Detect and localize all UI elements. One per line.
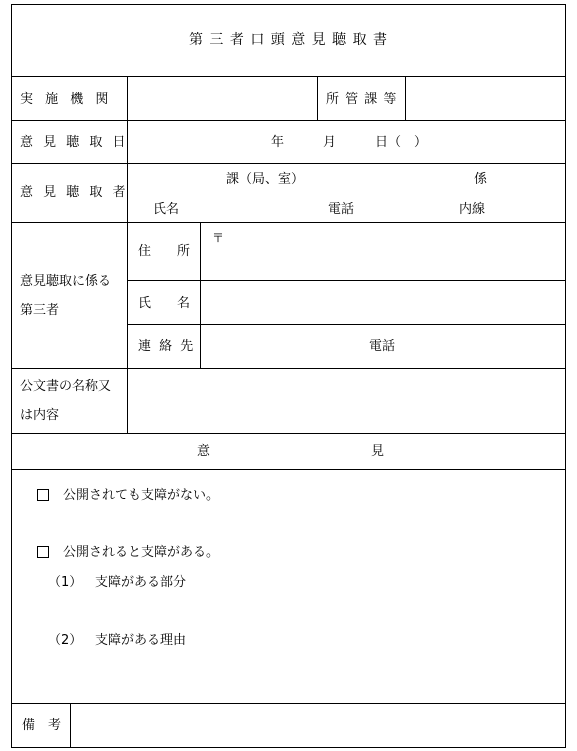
opinion-header-left: 意 [197, 444, 211, 459]
responsible-section-label: 所 管 課 等 [326, 92, 398, 107]
divider [128, 324, 566, 325]
contact-label: 連 絡 先 [138, 339, 196, 354]
divider [11, 163, 566, 164]
divider [317, 76, 318, 121]
responsible-section-field[interactable] [406, 77, 565, 120]
border-left [11, 4, 12, 748]
hindrance-part-label: 支障がある部分 [95, 575, 187, 590]
third-party-label-line1: 意見聴取に係る [20, 274, 112, 289]
address-field[interactable] [201, 223, 565, 280]
third-party-label-line2: 第三者 [20, 303, 60, 318]
hearing-date-field[interactable]: 年 月 日（ ） [271, 135, 428, 150]
implementing-agency-label: 実 施 機 関 [20, 92, 113, 107]
hearing-date-label: 意 見 聴 取 日 [20, 135, 129, 150]
border-bottom [11, 747, 566, 748]
opinion-header-right: 見 [371, 444, 385, 459]
third-party-name-field[interactable] [201, 281, 565, 324]
officer-name-label: 氏名 [153, 202, 180, 217]
divider [11, 120, 566, 121]
address-label: 住 所 [138, 244, 191, 259]
hindrance-reason-label: 支障がある理由 [95, 633, 187, 648]
no-hindrance-checkbox[interactable] [37, 489, 49, 501]
division-label: 課（局、室） [226, 172, 305, 187]
no-hindrance-option: 公開されても支障がない。 [63, 488, 220, 503]
item1-number: （1） [48, 575, 83, 590]
hindrance-checkbox[interactable] [37, 546, 49, 558]
remarks-label: 備 考 [22, 718, 62, 733]
hearing-officer-label: 意 見 聴 取 者 [20, 185, 129, 200]
form-title: 第 三 者 口 頭 意 見 聴 取 書 [188, 32, 389, 48]
item2-number: （2） [48, 633, 83, 648]
hindrance-option: 公開されると支障がある。 [63, 545, 220, 560]
section-label: 係 [474, 172, 488, 187]
third-party-name-label: 氏 名 [138, 296, 191, 311]
border-top [11, 4, 566, 5]
officer-extension-label: 内線 [459, 202, 486, 217]
contact-phone-label: 電話 [369, 339, 396, 354]
postal-mark: 〒 [212, 231, 225, 245]
divider [11, 469, 566, 470]
officer-phone-label: 電話 [328, 202, 355, 217]
implementing-agency-field[interactable] [128, 77, 317, 120]
document-name-field[interactable] [128, 369, 565, 433]
remarks-field[interactable] [71, 704, 565, 747]
border-right [565, 4, 566, 748]
divider [11, 433, 566, 434]
document-name-label-line2: は内容 [20, 408, 60, 423]
document-name-label-line1: 公文書の名称又 [20, 379, 112, 394]
